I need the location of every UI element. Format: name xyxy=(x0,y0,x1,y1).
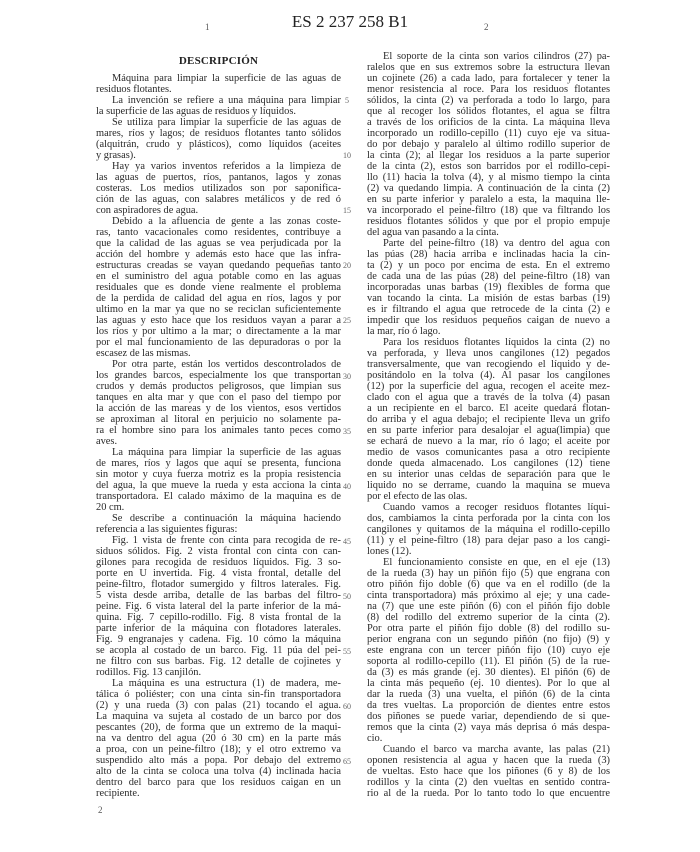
text-line: Cuando el barco va marcha avante, las palas (21) xyxy=(383,744,610,755)
text-line: la cinta (2); al llegar los residuos a la parte superior xyxy=(367,150,610,161)
text-line: ción de las aguas, con salabres metálicos y de red ó xyxy=(96,194,341,205)
text-line: dar la rueda (3) una vuelta, el piñón (6) de la cinta xyxy=(367,689,610,700)
text-line: clado con el agua que a través de la tolva (4) pasan xyxy=(367,392,610,403)
text-line: en su interior unas celdas de separación para que le xyxy=(367,469,610,480)
text-line: ras, tanto vacacionales como residentes, contribuye a xyxy=(96,227,341,238)
text-line: na va dentro del agua (20 ó 30 cm) en la parte más xyxy=(96,733,341,744)
text-line: Máquina para limpiar la superficie de las aguas de xyxy=(112,73,341,84)
text-line: suspendido alto más a popa. Por debajo del extremo xyxy=(96,755,341,766)
text-line: da tres vueltas. La proporción de dientes entre estos xyxy=(367,700,610,711)
line-number: 65 xyxy=(343,757,351,767)
text-line: las púas (28) hacia arriba e inclinadas hacia la cin- xyxy=(367,249,610,260)
text-line: se echará de nuevo a la mar, río ó lago; el aceite por xyxy=(367,436,610,447)
text-line: crudos y demás productos peligrosos, que limpian sus xyxy=(96,381,341,392)
text-line: peine. Fig. 6 vista lateral del la parte inferior de la má- xyxy=(96,601,341,612)
text-line: un cojinete (26) a cada lado, para fortalecer y tener la xyxy=(367,73,610,84)
column-number-right: 2 xyxy=(484,22,489,32)
text-line: aves. xyxy=(96,436,118,447)
left-text-column xyxy=(96,73,341,799)
text-line: en su parte inferior para desalojar el agua(limpia) que xyxy=(367,425,610,436)
text-line: perior engrana con un segundo piñón (no fijo) (9) y xyxy=(367,634,610,645)
text-line: que al recoger los sólidos flotantes, el agua se filtra xyxy=(367,106,610,117)
line-number: 50 xyxy=(343,591,351,601)
text-line: es ir filtrando el agua que retrocede de la cinta (2) e xyxy=(367,304,610,315)
text-line: transversalmente, que van recogiendo el líquido y de- xyxy=(367,359,610,370)
text-line: que la calidad de las aguas se vea perjudicada por la xyxy=(96,238,341,249)
text-line: a través de los orificios de la cinta. La máquina lleva xyxy=(367,117,610,128)
text-line: ta (2) y un poco por encima de esta. En el extremo xyxy=(367,260,610,271)
text-line: liquido no se derrame, cuando la maquina se mueva xyxy=(367,480,610,491)
text-line: sin motor y cuya fuerza motriz es la propia resistencia xyxy=(96,469,341,480)
text-line: El funcionamiento consiste en que, en el eje (13) xyxy=(383,557,610,568)
text-line: ralelos que en sus extremos sobre la estructura llevan xyxy=(367,62,610,73)
text-line: (8) del rodillo del extremo superior de la cinta (2). xyxy=(367,612,610,623)
text-line: do por debajo y paralelo al último rodillo superior de xyxy=(367,139,610,150)
text-line: en su parte inferior y paralelo a esta, la maquina lle- xyxy=(367,194,610,205)
text-line: y grasas). xyxy=(96,150,136,161)
text-line: por el efecto de las olas. xyxy=(367,491,468,502)
text-line: pescantes (20), de forma que un extremo de la maqui- xyxy=(96,722,341,733)
text-line: a un recipiente en el barco. El aceite quedará flotan- xyxy=(367,403,610,414)
line-number: 60 xyxy=(343,702,351,712)
text-line: El soporte de la cinta son varios cilindros (27) pa- xyxy=(383,51,610,62)
text-line: La invención se refiere a una máquina para limpiar xyxy=(112,95,341,106)
text-line: siduos sólidos. Fig. 2 vista frontal con cinta con can- xyxy=(96,546,341,557)
text-line: remos que la cinta (2) vaya más deprisa ó más despa- xyxy=(367,722,610,733)
column-number-left: 1 xyxy=(205,22,210,32)
text-line: este engrana con un tercer piñón fijo (10) cuyo eje xyxy=(367,645,610,656)
text-line: do arriba y el agua debajo; el recipiente lleva un grifo xyxy=(367,414,610,425)
text-line: estructuras creadas se vayan quedando pequeñas tanto xyxy=(96,260,341,271)
text-line: 5 vista desde arriba, detalle de las barbas del filtro- xyxy=(96,590,341,601)
text-line: Fig. 9 engranajes y cadena. Fig. 10 cómo la máquina xyxy=(96,634,341,645)
text-line: residuales que es donde viene realmente el problema xyxy=(96,282,341,293)
text-line: costeras. Los medios utilizados son por saponifica- xyxy=(96,183,341,194)
text-line: Por otra parte, están los vertidos descontrolados de xyxy=(112,359,341,370)
text-line: positándolo en la tolva (4). Al pasar los cangilones xyxy=(367,370,610,381)
text-line: residuos flotantes sólidos y que por el propio empuje xyxy=(367,216,610,227)
text-line: mares, ríos y lagos; de residuos flotantes tanto sólidos xyxy=(96,128,341,139)
text-line: dentro del barco para que los residuos caigan en un xyxy=(96,777,341,788)
text-line: quina. Fig. 7 cepillo-rodillo. Fig. 8 vista frontal de la xyxy=(96,612,341,623)
text-line: la superficie de las aguas de residuos y líquidos. xyxy=(96,106,296,117)
text-line: de mares, ríos y lagos que aquí se presenta, funciona xyxy=(96,458,341,469)
text-line: na (7) que une este piñón (6) con el piñón fijo doble xyxy=(367,601,610,612)
text-line: La máquina es una estructura (1) de madera, me- xyxy=(112,678,341,689)
text-line: La maquina va sujeta al costado de un barco por dos xyxy=(96,711,341,722)
text-line: transportadora. El calado máximo de la maquina es de xyxy=(96,491,341,502)
text-line: la cinta más pequeño (ej. 10 dientes). Por lo que al xyxy=(367,678,610,689)
text-line: va perforada, y lleva unos cangilones (12) pegados xyxy=(367,348,610,359)
text-line: a proa, con un peine-filtro (18); y el otro extremo va xyxy=(96,744,341,755)
line-number: 30 xyxy=(343,371,351,381)
text-line: (11) y el peine-filtro (18) para dejar paso a los cangi- xyxy=(367,535,610,546)
text-line: de cada una de las púas (28) del peine-filtro (18) van xyxy=(367,271,610,282)
text-line: recipiente. xyxy=(96,788,140,799)
text-line: ne filtro con sus barbas. Fig. 12 detalle de cojinetes y xyxy=(96,656,341,667)
text-line: otro piñón fijo doble (6) que va en el rodillo (de la xyxy=(367,579,610,590)
text-line: da (3) es más grande (ej. 30 dientes). El piñón (6) de xyxy=(367,667,610,678)
text-line: (2) y una rueda (3) con palas (21) tocando el agua. xyxy=(96,700,341,711)
text-line: Por otra parte el piñón fijo doble (8) del rodillo su- xyxy=(367,623,610,634)
text-line: peine-filtro, flotador sumergido y filtros laterales. Fig. xyxy=(96,579,341,590)
text-line: los grandes barcos, especialmente los que transportan xyxy=(96,370,341,381)
text-line: rio al de la rueda. Por lo tanto todo lo que encuentre xyxy=(367,788,610,799)
text-line: Para los residuos flotantes líquidos la cinta (2) no xyxy=(383,337,610,348)
text-line: porte en U invertida. Fig. 4 vista frontal, detalle del xyxy=(96,568,341,579)
text-line: Parte del peine-filtro (18) va dentro del agua con xyxy=(383,238,610,249)
text-line: residuos flotantes. xyxy=(96,84,172,95)
page-number: 2 xyxy=(98,805,103,815)
text-line: oponen resistencia al agua y hacen que la rueda (3) xyxy=(367,755,610,766)
text-line: cinta transportadora) más próximo al eje; y una cade- xyxy=(367,590,610,601)
text-line: rodillos. Fig. 13 canjilón. xyxy=(96,667,202,678)
text-line: las aguas de puertos, ríos, pantanos, lagos y zonas xyxy=(96,172,341,183)
line-number: 40 xyxy=(343,481,351,491)
text-line: por el mal funcionamiento de las depuradoras o por la xyxy=(96,337,341,348)
line-number: 15 xyxy=(343,206,351,216)
line-number: 35 xyxy=(343,426,351,436)
text-line: incorporadas unas barbas (19) flexibles de forma que xyxy=(367,282,610,293)
text-line: de vueltas. Esto hace que los piñones (6 y 8) de los xyxy=(367,766,610,777)
text-line: incorporado un rodillo-cepillo (11) cuyo eje va situa- xyxy=(367,128,610,139)
text-line: donde queda almacenado. Los cangilones (12) tiene xyxy=(367,458,610,469)
text-line: va incorporado el peine-filtro (18) que va filtrando los xyxy=(367,205,610,216)
text-line: van tocando la cinta. La misión de estas barbas (19) xyxy=(367,293,610,304)
text-line: de la cinta (2), estos son barridos por el rodillo-cepi- xyxy=(367,161,610,172)
right-text-column xyxy=(367,51,610,799)
text-line: en el suministro del agua potable como en las aguas xyxy=(96,271,341,282)
section-heading: DESCRIPCIÓN xyxy=(178,55,259,67)
line-number: 20 xyxy=(343,261,351,271)
text-line: (12) por la superficie del agua, recogen el aceite mez- xyxy=(367,381,610,392)
text-line: alto de la cinta se coloca una tolva (4) inclinada hacia xyxy=(96,766,341,777)
text-line: dos, cambiamos la cinta perforada por la cinta con los xyxy=(367,513,610,524)
text-line: de la rueda (3) hay un piñón fijo (5) que engrana con xyxy=(367,568,610,579)
text-line: impedir que los residuos pequeños caigan de nuevo a xyxy=(367,315,610,326)
text-line: las aguas y esto hace que los residuos vayan a parar a xyxy=(96,315,341,326)
text-line: parte inferior de la máquina con flotadores laterales. xyxy=(96,623,341,634)
line-number: 10 xyxy=(343,151,351,161)
line-number: 5 xyxy=(345,96,349,105)
text-line: tanques en alta mar y que con el paso del tiempo por xyxy=(96,392,341,403)
text-line: del agua, la que mueve la rueda y esta acciona la cinta xyxy=(96,480,341,491)
line-number: 45 xyxy=(343,536,351,546)
text-line: se aproximan al litoral en perjuicio no solamente pa- xyxy=(96,414,341,425)
text-line: dos piñones se puede variar, dependiendo de si que- xyxy=(367,711,610,722)
text-line: la acción de las mareas y de los vientos, esos vertidos xyxy=(96,403,341,414)
text-line: escasez de las mismas. xyxy=(96,348,191,359)
text-line: Hay ya varios inventos referidos a la limpieza de xyxy=(112,161,341,172)
text-line: Se describe a continuación la máquina haciendo xyxy=(112,513,341,524)
text-line: Debido a la afluencia de gente a las zonas coste- xyxy=(112,216,341,227)
text-line: del agua van pasando a la cinta. xyxy=(367,227,499,238)
text-line: referencia a las siguientes figuras: xyxy=(96,524,238,535)
text-line: los ríos y por ultimo a la mar; o directamente a la mar xyxy=(96,326,341,337)
line-number: 25 xyxy=(343,316,351,326)
text-line: gilones para recogida de residuos líquidos. Fig. 3 so- xyxy=(96,557,341,568)
text-line: 20 cm. xyxy=(96,502,125,513)
text-line: Cuando vamos a recoger residuos flotantes líqui- xyxy=(383,502,610,513)
text-line: rodillos y la cinta (2) den vueltas en sentido contra- xyxy=(367,777,610,788)
text-line: cio. xyxy=(367,733,383,744)
text-line: llo (11) hacia la tolva (4), y al mismo tiempo la cinta xyxy=(367,172,610,183)
text-line: sólidos, la cinta (2) va perforada a todo lo largo, para xyxy=(367,95,610,106)
text-line: ultimo en la mar ya que no se reciclan suficientemente xyxy=(96,304,341,315)
text-line: Se utiliza para limpiar la superficie de las aguas de xyxy=(112,117,341,128)
text-line: medio de vasos comunicantes pasa a otro recipiente xyxy=(367,447,610,458)
text-line: menor resistencia al roce. Para los residuos flotantes xyxy=(367,84,610,95)
text-line: (2) va quedando limpia. A continuación de la cinta (2) xyxy=(367,183,610,194)
text-line: con aspiradores de agua. xyxy=(96,205,199,216)
line-number: 55 xyxy=(343,647,351,656)
text-line: ra el hombre sino para los animales tanto peces como xyxy=(96,425,341,436)
text-line: Fig. 1 vista de frente con cinta para recogida de re- xyxy=(112,535,341,546)
text-line: se acopla al costado de un barco. Fig. 11 púa del pei- xyxy=(96,645,341,656)
text-line: (alquitrán, crudo y plásticos), como líquidos (aceites xyxy=(96,139,341,150)
text-line: acción del hombre y además esto hace que las infra- xyxy=(96,249,341,260)
text-line: cangilones y quitamos de la máquina el rodillo-cepillo xyxy=(367,524,610,535)
text-line: de la perdida de calidad del agua en ríos, lagos y por xyxy=(96,293,341,304)
text-line: La máquina para limpiar la superficie de las aguas xyxy=(112,447,341,458)
patent-number-title: ES 2 237 258 B1 xyxy=(291,12,409,31)
text-line: soporta al rodillo-cepillo (11). El piñón (5) de la rue- xyxy=(367,656,610,667)
text-line: la mar, río ó lago. xyxy=(367,326,441,337)
text-line: lones (12). xyxy=(367,546,412,557)
text-line: tálica ó poliéster; con una cinta sin-fin transportadora xyxy=(96,689,341,700)
